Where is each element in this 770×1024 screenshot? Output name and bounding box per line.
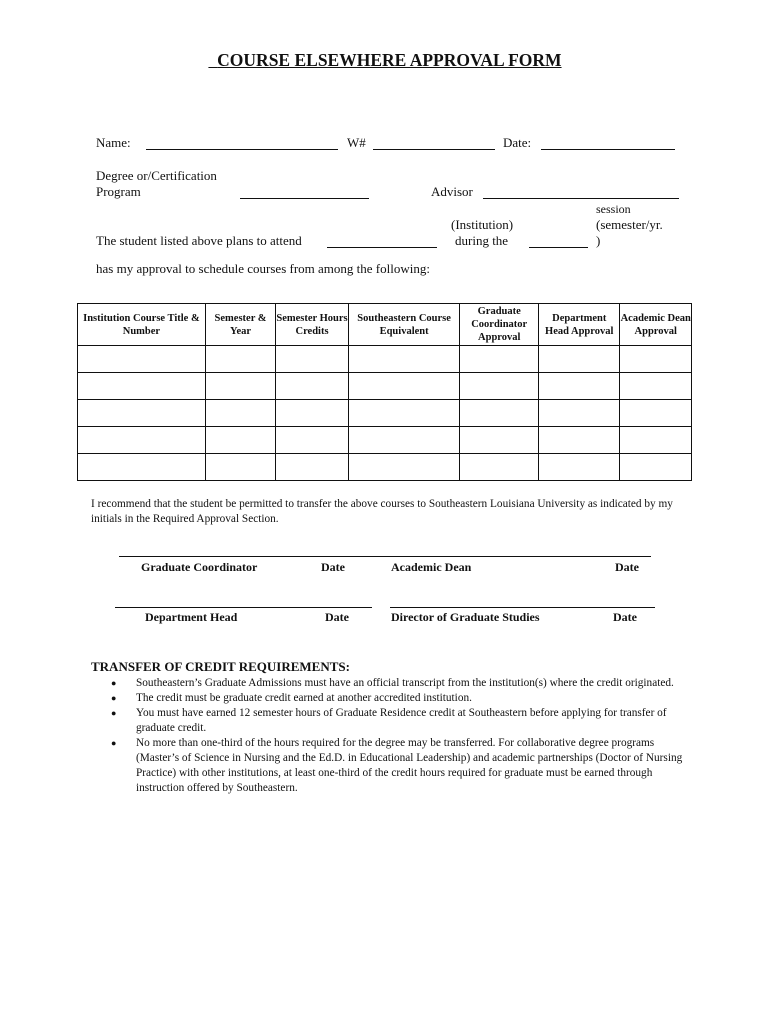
table-cell[interactable]	[78, 373, 206, 400]
table-row	[78, 373, 692, 400]
table-cell[interactable]	[276, 373, 348, 400]
table-cell[interactable]	[460, 400, 539, 427]
table-cell[interactable]	[276, 346, 348, 373]
col-header-grad-coord-approval: Graduate Coordinator Approval	[460, 304, 539, 346]
institution-field[interactable]	[327, 247, 437, 248]
table-cell[interactable]	[78, 400, 206, 427]
table-cell[interactable]	[348, 346, 460, 373]
approval-text: has my approval to schedule courses from among the following:	[96, 261, 430, 276]
advisor-field[interactable]	[483, 198, 679, 199]
table-cell[interactable]	[538, 400, 620, 427]
requirements-heading: TRANSFER OF CREDIT REQUIREMENTS:	[91, 659, 350, 674]
table-row	[78, 427, 692, 454]
session-label: session	[596, 202, 631, 216]
during-label: during the	[455, 233, 509, 248]
table-row	[78, 454, 692, 481]
table-row	[78, 400, 692, 427]
academic-dean-date-label: Date	[615, 560, 639, 574]
table-cell[interactable]	[205, 454, 275, 481]
form-title: COURSE ELSEWHERE APPROVAL FORM	[217, 50, 562, 70]
table-cell[interactable]	[205, 400, 275, 427]
table-cell[interactable]	[620, 373, 692, 400]
degree-program-field[interactable]	[240, 198, 369, 199]
table-cell[interactable]	[538, 346, 620, 373]
dept-head-label: Department Head	[145, 610, 238, 624]
table-cell[interactable]	[276, 400, 348, 427]
col-header-equivalent: Southeastern Course Equivalent	[348, 304, 460, 346]
date-field[interactable]	[541, 149, 675, 150]
academic-dean-signature-line[interactable]	[387, 556, 651, 557]
table-cell[interactable]	[460, 427, 539, 454]
col-header-dean-approval: Academic Dean Approval	[620, 304, 692, 346]
table-cell[interactable]	[348, 400, 460, 427]
name-field[interactable]	[146, 149, 338, 150]
grad-coord-signature-line[interactable]	[119, 556, 388, 557]
table-cell[interactable]	[205, 346, 275, 373]
degree-label-line2: Program	[96, 184, 141, 199]
table-cell[interactable]	[348, 427, 460, 454]
col-header-semester-year: Semester & Year	[205, 304, 275, 346]
w-number-label: W#	[347, 135, 366, 150]
table-cell[interactable]	[460, 454, 539, 481]
recommend-text: I recommend that the student be permitted to transfer the above courses to Southeastern Louisiana University as indicated by my initials in the Required Approval Section.	[91, 498, 673, 525]
col-header-course-title: Institution Course Title & Number	[78, 304, 206, 346]
table-cell[interactable]	[538, 454, 620, 481]
director-signature-line[interactable]	[390, 607, 655, 608]
director-label: Director of Graduate Studies	[391, 610, 540, 624]
list-item: ● No more than one-third of the hours required for the degree may be transferred. For collaborative degree programs (Master’s of Science in Nursing and the Ed.D. in Educational Leadership) and academic partnerships (Doctor of Nursing Practice) with other institutions, at least one-third of the credit hours required for graduate must be earned through instruction offered by Southeastern.	[108, 736, 688, 796]
table-cell[interactable]	[348, 373, 460, 400]
table-cell[interactable]	[78, 346, 206, 373]
advisor-label: Advisor	[431, 184, 473, 199]
grad-coord-label: Graduate Coordinator	[141, 560, 258, 574]
table-cell[interactable]	[78, 427, 206, 454]
academic-dean-label: Academic Dean	[391, 560, 472, 574]
dept-head-signature-line[interactable]	[115, 607, 372, 608]
table-cell[interactable]	[538, 373, 620, 400]
institution-label: (Institution)	[451, 217, 514, 232]
table-cell[interactable]	[348, 454, 460, 481]
table-cell[interactable]	[620, 346, 692, 373]
session-field[interactable]	[529, 247, 588, 248]
table-row	[78, 346, 692, 373]
director-date-label: Date	[613, 610, 637, 624]
close-paren: )	[596, 233, 601, 248]
list-item: ● Southeastern’s Graduate Admissions must have an official transcript from the institution(s) where the credit originated.	[108, 676, 688, 691]
table-cell[interactable]	[460, 373, 539, 400]
name-label: Name:	[96, 135, 131, 150]
plans-label: The student listed above plans to attend	[96, 233, 302, 248]
table-cell[interactable]	[276, 427, 348, 454]
table-cell[interactable]	[538, 427, 620, 454]
course-table	[77, 303, 692, 481]
list-item: ● The credit must be graduate credit earned at another accredited institution.	[108, 691, 688, 706]
col-header-dept-head-approval: Department Head Approval	[538, 304, 620, 346]
table-cell[interactable]	[205, 373, 275, 400]
col-header-credits: Semester Hours Credits	[276, 304, 348, 346]
grad-coord-date-label: Date	[321, 560, 345, 574]
table-cell[interactable]	[460, 346, 539, 373]
degree-label-line1: Degree or/Certification	[96, 168, 217, 183]
dept-head-date-label: Date	[325, 610, 349, 624]
table-cell[interactable]	[620, 454, 692, 481]
list-item: ● You must have earned 12 semester hours of Graduate Residence credit at Southeastern before applying for transfer of graduate credit.	[108, 706, 688, 736]
table-cell[interactable]	[78, 454, 206, 481]
table-cell[interactable]	[620, 427, 692, 454]
date-label: Date:	[503, 135, 532, 150]
table-cell[interactable]	[205, 427, 275, 454]
table-cell[interactable]	[620, 400, 692, 427]
requirements-list	[108, 676, 688, 796]
w-number-field[interactable]	[373, 149, 495, 150]
table-header-row	[78, 304, 692, 346]
table-cell[interactable]	[276, 454, 348, 481]
semester-yr-label: (semester/yr.	[596, 217, 663, 232]
